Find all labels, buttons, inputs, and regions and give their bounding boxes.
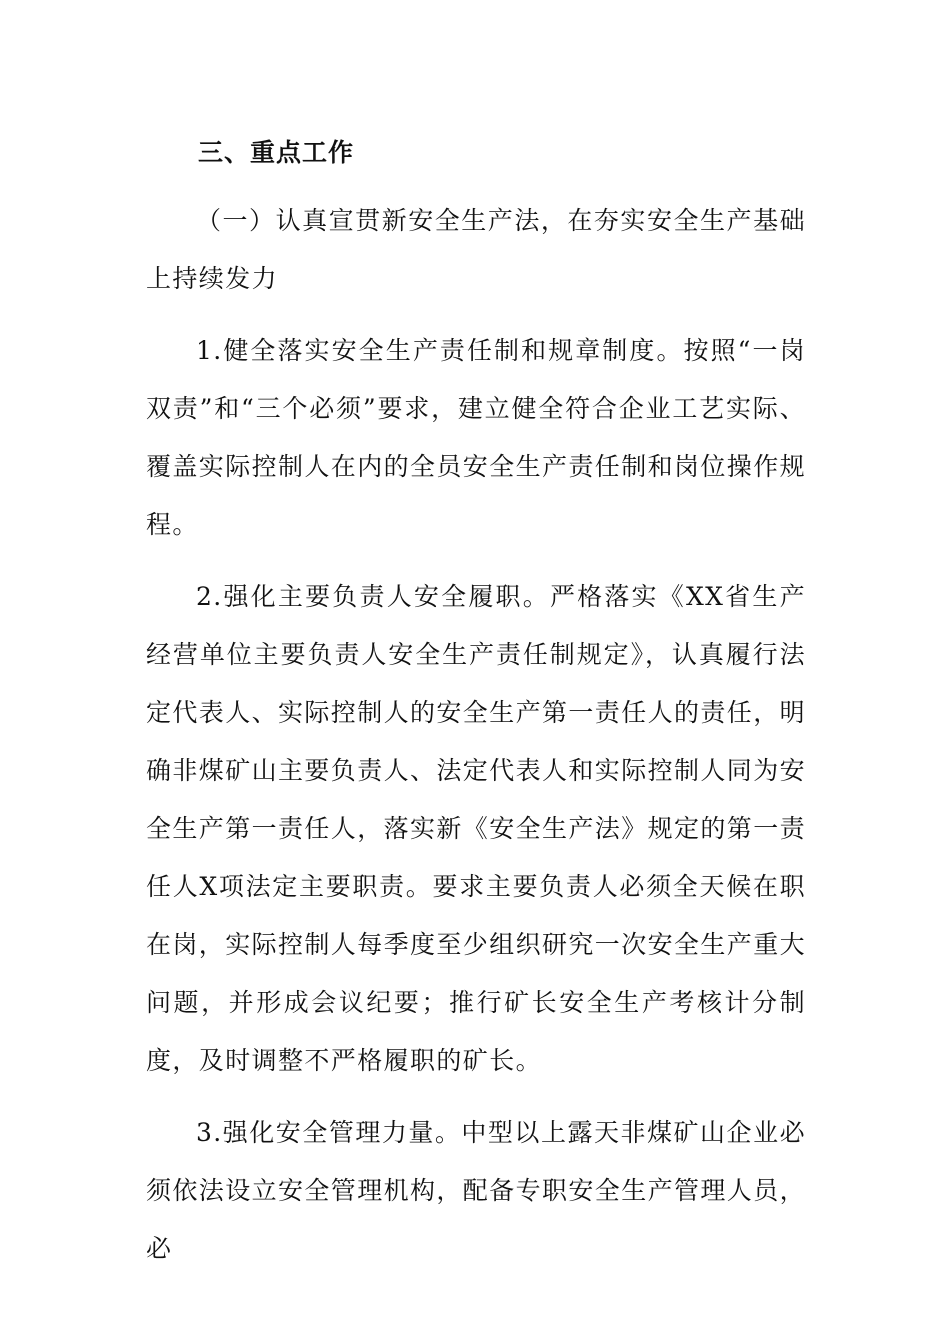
subsection-title: （一）认真宣贯新安全生产法，在夯实安全生产基础上持续发力: [146, 206, 806, 293]
document-body: [146, 124, 806, 1278]
section-heading: 三、重点工作: [198, 138, 355, 167]
paragraph-item-3: 3.强化安全管理力量。中型以上露天非煤矿山企业必须依法设立安全管理机构，配备专职安全生产管理人员，必: [146, 1118, 807, 1263]
paragraph-item-2: 2.强化主要负责人安全履职。严格落实《XX省生产经营单位主要负责人安全生产责任制规定》，认真履行法定代表人、实际控制人的安全生产第一责任人的责任，明确非煤矿山主要负责人、法定代表人和实际控制人同为安全生产第一责任人，落实新《安全生产法》规定的第一责任人X项法定主要职责。要求主要负责人必须全天候在职在岗，实际控制人每季度至少组织研究一次安全生产重大问题，并形成会议纪要；推行矿长安全生产考核计分制度，及时调整不严格履职的矿长。: [146, 582, 807, 1075]
paragraph-item-1: 1.健全落实安全生产责任制和规章制度。按照“一岗双责”和“三个必须”要求，建立健全符合企业工艺实际、覆盖实际控制人在内的全员安全生产责任制和岗位操作规程。: [146, 336, 807, 539]
